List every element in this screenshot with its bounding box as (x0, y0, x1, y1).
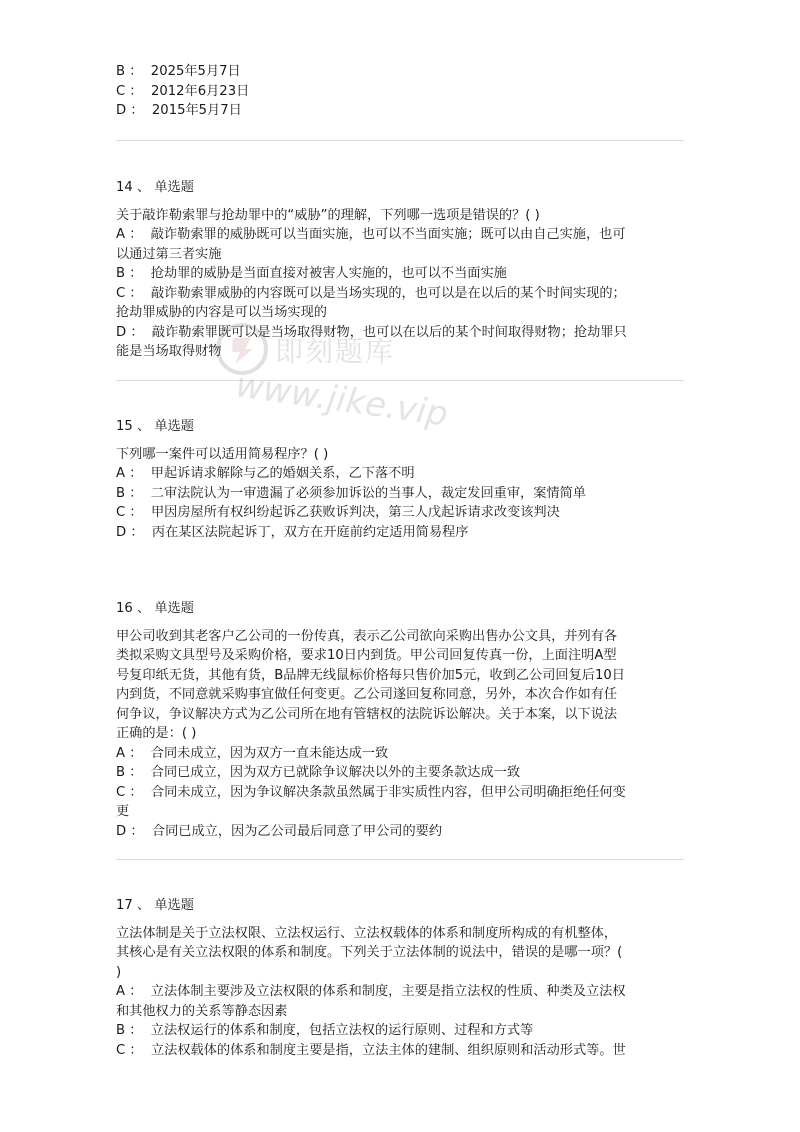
question-header: 14 、 单选题 (116, 180, 194, 195)
option-line: A ： 敲诈勒索罪的威胁既可以当面实施，也可以不当面实施；既可以由自己实施，也可 (116, 227, 626, 242)
question-15 (116, 417, 684, 542)
option-line: C ： 敲诈勒索罪威胁的内容既可以是当场实现的，也可以是在以后的某个时间实现的； (116, 285, 626, 301)
divider (116, 140, 684, 141)
question-stem: ) (116, 964, 122, 980)
option-line: D ： 2015年5月7日 (116, 103, 242, 118)
option-line: A ： 立法体制主要涉及立法权限的体系和制度，主要是指立法权的性质、种类及立法权 (116, 984, 626, 999)
question-header: 17 、 单选题 (116, 898, 194, 913)
option-line: C ： 甲因房屋所有权纠纷起诉乙获败诉判决，第三人戊起诉请求改变该判决 (116, 505, 560, 520)
option-line: B ： 抢劫罪的威胁是当面直接对被害人实施的，也可以不当面实施 (116, 266, 507, 281)
option-line: 以通过第三者实施 (116, 246, 222, 262)
option-line: C ： 2012年6月23日 (116, 83, 250, 99)
option-line: D ： 敲诈勒索罪既可以是当场取得财物，也可以在以后的某个时间取得财物；抢劫罪只 (116, 324, 627, 340)
question-stem: 关于敲诈勒索罪与抢劫罪中的“威胁”的理解，下列哪一选项是错误的？( ) (116, 207, 540, 223)
option-line: B ： 立法权运行的体系和制度，包括立法权的运行原则、过程和方式等 (116, 1023, 534, 1038)
option-line: 和其他权力的关系等静态因素 (116, 1003, 288, 1019)
option-line: 抢劫罪威胁的内容是可以当场实现的 (116, 305, 327, 320)
option-line: 能是当场取得财物 (116, 344, 222, 359)
question-17 (116, 896, 684, 1060)
question-stem: 其核心是有关立法权限的体系和制度。下列关于立法体制的说法中，错误的是哪一项？( (116, 945, 623, 960)
watermark-url: www.jike.vip (233, 365, 451, 435)
option-line: B ： 2025年5月7日 (116, 64, 241, 79)
question-header: 16 、 单选题 (116, 601, 194, 616)
option-line: 更 (116, 804, 130, 819)
divider (116, 380, 684, 381)
question-stem: 立法体制是关于立法权限、立法权运行、立法权载体的体系和制度所构成的有机整体， (116, 925, 618, 941)
divider (116, 859, 684, 860)
question-header: 15 、 单选题 (116, 419, 194, 434)
question-stem: 号复印纸无货，其他有货，B品牌无线鼠标价格每只售价加5元，收到乙公司回复后10日 (116, 667, 625, 683)
question-16 (116, 599, 684, 841)
question-stem: 类拟采购文具型号及采购价格，要求10日内到货。甲公司回复传真一份，上面注明A型 (116, 648, 617, 663)
option-line: A ： 合同未成立，因为双方一直未能达成一致 (116, 745, 389, 761)
option-line: B ： 二审法院认为一审遗漏了必须参加诉讼的当事人，裁定发回重审，案情简单 (116, 485, 586, 501)
option-line: D ： 合同已成立，因为乙公司最后同意了甲公司的要约 (116, 823, 443, 839)
watermark-text: 即刻题库 (275, 335, 396, 368)
question-stem: 甲公司收到其老客户乙公司的一份传真，表示乙公司欲向采购出售办公文具，并列有各 (116, 628, 618, 644)
option-line: A ： 甲起诉请求解除与乙的婚姻关系，乙下落不明 (116, 466, 415, 481)
question-stem: 下列哪一案件可以适用简易程序？( ) (116, 446, 329, 462)
previous-question-options (116, 62, 684, 121)
question-14 (116, 178, 684, 362)
option-line: C ： 合同未成立，因为争议解决条款虽然属于非实质性内容，但甲公司明确拒绝任何变 (116, 784, 626, 800)
option-line: B ： 合同已成立，因为双方已就除争议解决以外的主要条款达成一致 (116, 765, 521, 780)
question-stem: 何争议，争议解决方式为乙公司所在地有管辖权的法院诉讼解决。关于本案，以下说法 (116, 706, 618, 722)
question-stem: 内到货，不同意就采购事宜做任何变更。乙公司遂回复称同意，另外，本次合作如有任 (116, 687, 618, 702)
option-line: D ： 丙在某区法院起诉丁，双方在开庭前约定适用简易程序 (116, 524, 469, 540)
option-line: C ： 立法权载体的体系和制度主要是指，立法主体的建制、组织原则和活动形式等。世 (116, 1042, 626, 1058)
question-stem: 正确的是：( ) (116, 726, 197, 741)
